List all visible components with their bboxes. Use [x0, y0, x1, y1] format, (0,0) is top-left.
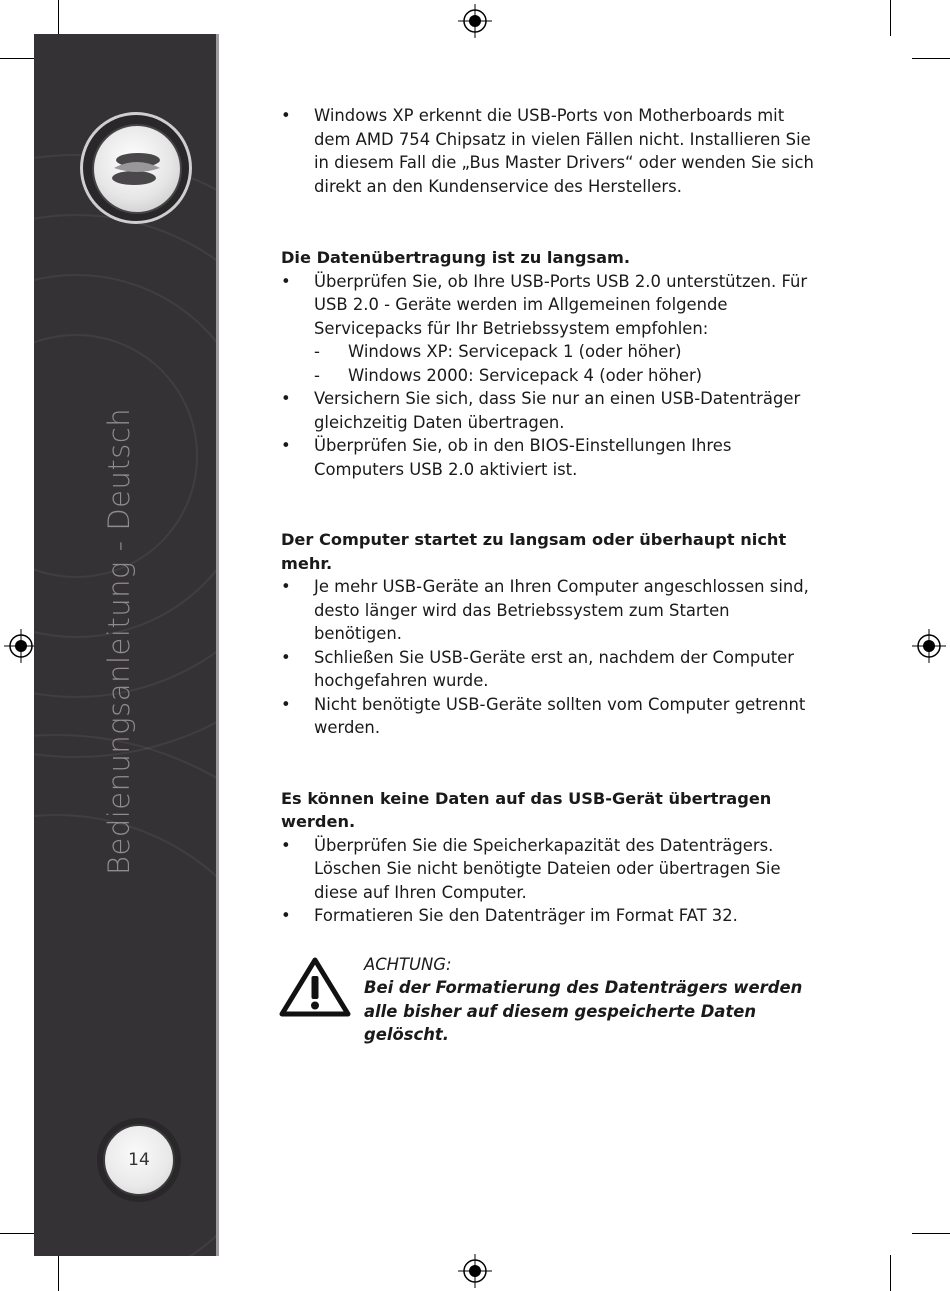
- warning-box: [281, 953, 821, 1047]
- list-item: [281, 646, 821, 693]
- bullet: •: [281, 835, 291, 855]
- section-heading: Der Computer startet zu langsam oder überhaupt nicht mehr.: [281, 530, 787, 573]
- list-item-text: Formatieren Sie den Datenträger im Format FAT 32.: [314, 906, 738, 925]
- list-item: [281, 104, 821, 198]
- sub-list-item: [281, 340, 821, 364]
- crop-mark: [0, 1233, 36, 1234]
- registration-mark-icon: [4, 629, 38, 663]
- registration-mark-icon: [458, 4, 492, 38]
- crop-mark: [912, 1233, 950, 1234]
- disc-logo-icon: [94, 126, 180, 212]
- list-item: [281, 434, 821, 481]
- crop-mark: [890, 0, 891, 36]
- crop-mark: [890, 1255, 891, 1291]
- list-item-text: Je mehr USB-Geräte an Ihren Computer angeschlossen sind, desto länger wird das Betriebssystem zum Starten benötigen.: [314, 577, 809, 643]
- list-item: [281, 387, 821, 434]
- list-item-text: Nicht benötigte USB-Geräte sollten vom Computer getrennt werden.: [314, 694, 806, 737]
- registration-mark-icon: [912, 629, 946, 663]
- bullet: •: [281, 436, 291, 455]
- list-item-text: Überprüfen Sie, ob Ihre USB-Ports USB 2.0 unterstützen. Für USB 2.0 - Geräte werden im Allgemeinen folgende Servicepacks für Ihr Betriebssystem empfohlen:: [314, 271, 808, 338]
- bullet: •: [281, 389, 291, 408]
- section-heading: Es können keine Daten auf das USB-Gerät übertragen werden.: [281, 788, 772, 831]
- list-item-text: Überprüfen Sie die Speicherkapazität des Datenträgers. Löschen Sie nicht benötigte Dateien oder übertragen Sie diese auf Ihren Computer.: [314, 835, 781, 902]
- warning-title: ACHTUNG:: [364, 954, 452, 974]
- bullet: •: [281, 271, 291, 291]
- sub-list-item: [281, 364, 821, 388]
- bullet: •: [281, 106, 291, 125]
- sub-list-item-text: Windows XP: Servicepack 1 (oder höher): [348, 342, 682, 361]
- page-number-badge: [97, 1118, 181, 1202]
- crop-mark: [58, 0, 59, 36]
- list-item-text: Schließen Sie USB-Geräte erst an, nachdem der Computer hochgefahren wurde.: [314, 647, 794, 690]
- main-content: [281, 104, 821, 1047]
- list-item-text: Windows XP erkennt die USB-Ports von Motherboards mit dem AMD 754 Chipsatz in vielen Fällen nicht. Installieren Sie in diesem Fall die „Bus Master Drivers“ oder wenden Sie sich direkt an den Kundenservice des Herstellers.: [314, 106, 814, 196]
- sidebar-edge: [216, 34, 219, 1256]
- list-item: [281, 575, 821, 646]
- section-heading: Die Datenübertragung ist zu langsam.: [281, 248, 631, 267]
- dash: -: [314, 365, 320, 385]
- warning-text: Bei der Formatierung des Datenträgers werden alle bisher auf diesem gespeicherte Daten gelöscht.: [364, 978, 803, 1044]
- crop-mark: [912, 58, 950, 59]
- list-item-text: Überprüfen Sie, ob in den BIOS-Einstellungen Ihres Computers USB 2.0 aktiviert ist.: [314, 436, 732, 479]
- dash: -: [314, 342, 320, 361]
- list-item-text: Versichern Sie sich, dass Sie nur an einen USB-Datenträger gleichzeitig Daten übertragen.: [314, 389, 801, 432]
- sidebar-vertical-title: Bedienungsanleitung - Deutsch: [102, 407, 136, 875]
- list-item: [281, 693, 821, 740]
- bullet: •: [281, 694, 291, 714]
- brand-logo: [80, 112, 192, 224]
- list-item: [281, 270, 821, 341]
- bullet: •: [281, 577, 291, 596]
- list-item: [281, 834, 821, 905]
- bullet: •: [281, 647, 291, 667]
- warning-triangle-icon: [279, 956, 351, 1018]
- sub-list-item-text: Windows 2000: Servicepack 4 (oder höher): [348, 365, 703, 385]
- registration-mark-icon: [458, 1254, 492, 1288]
- page-number: 14: [103, 1124, 175, 1196]
- bullet: •: [281, 906, 291, 925]
- crop-mark: [58, 1255, 59, 1291]
- crop-mark: [0, 58, 36, 59]
- list-item: [281, 904, 821, 928]
